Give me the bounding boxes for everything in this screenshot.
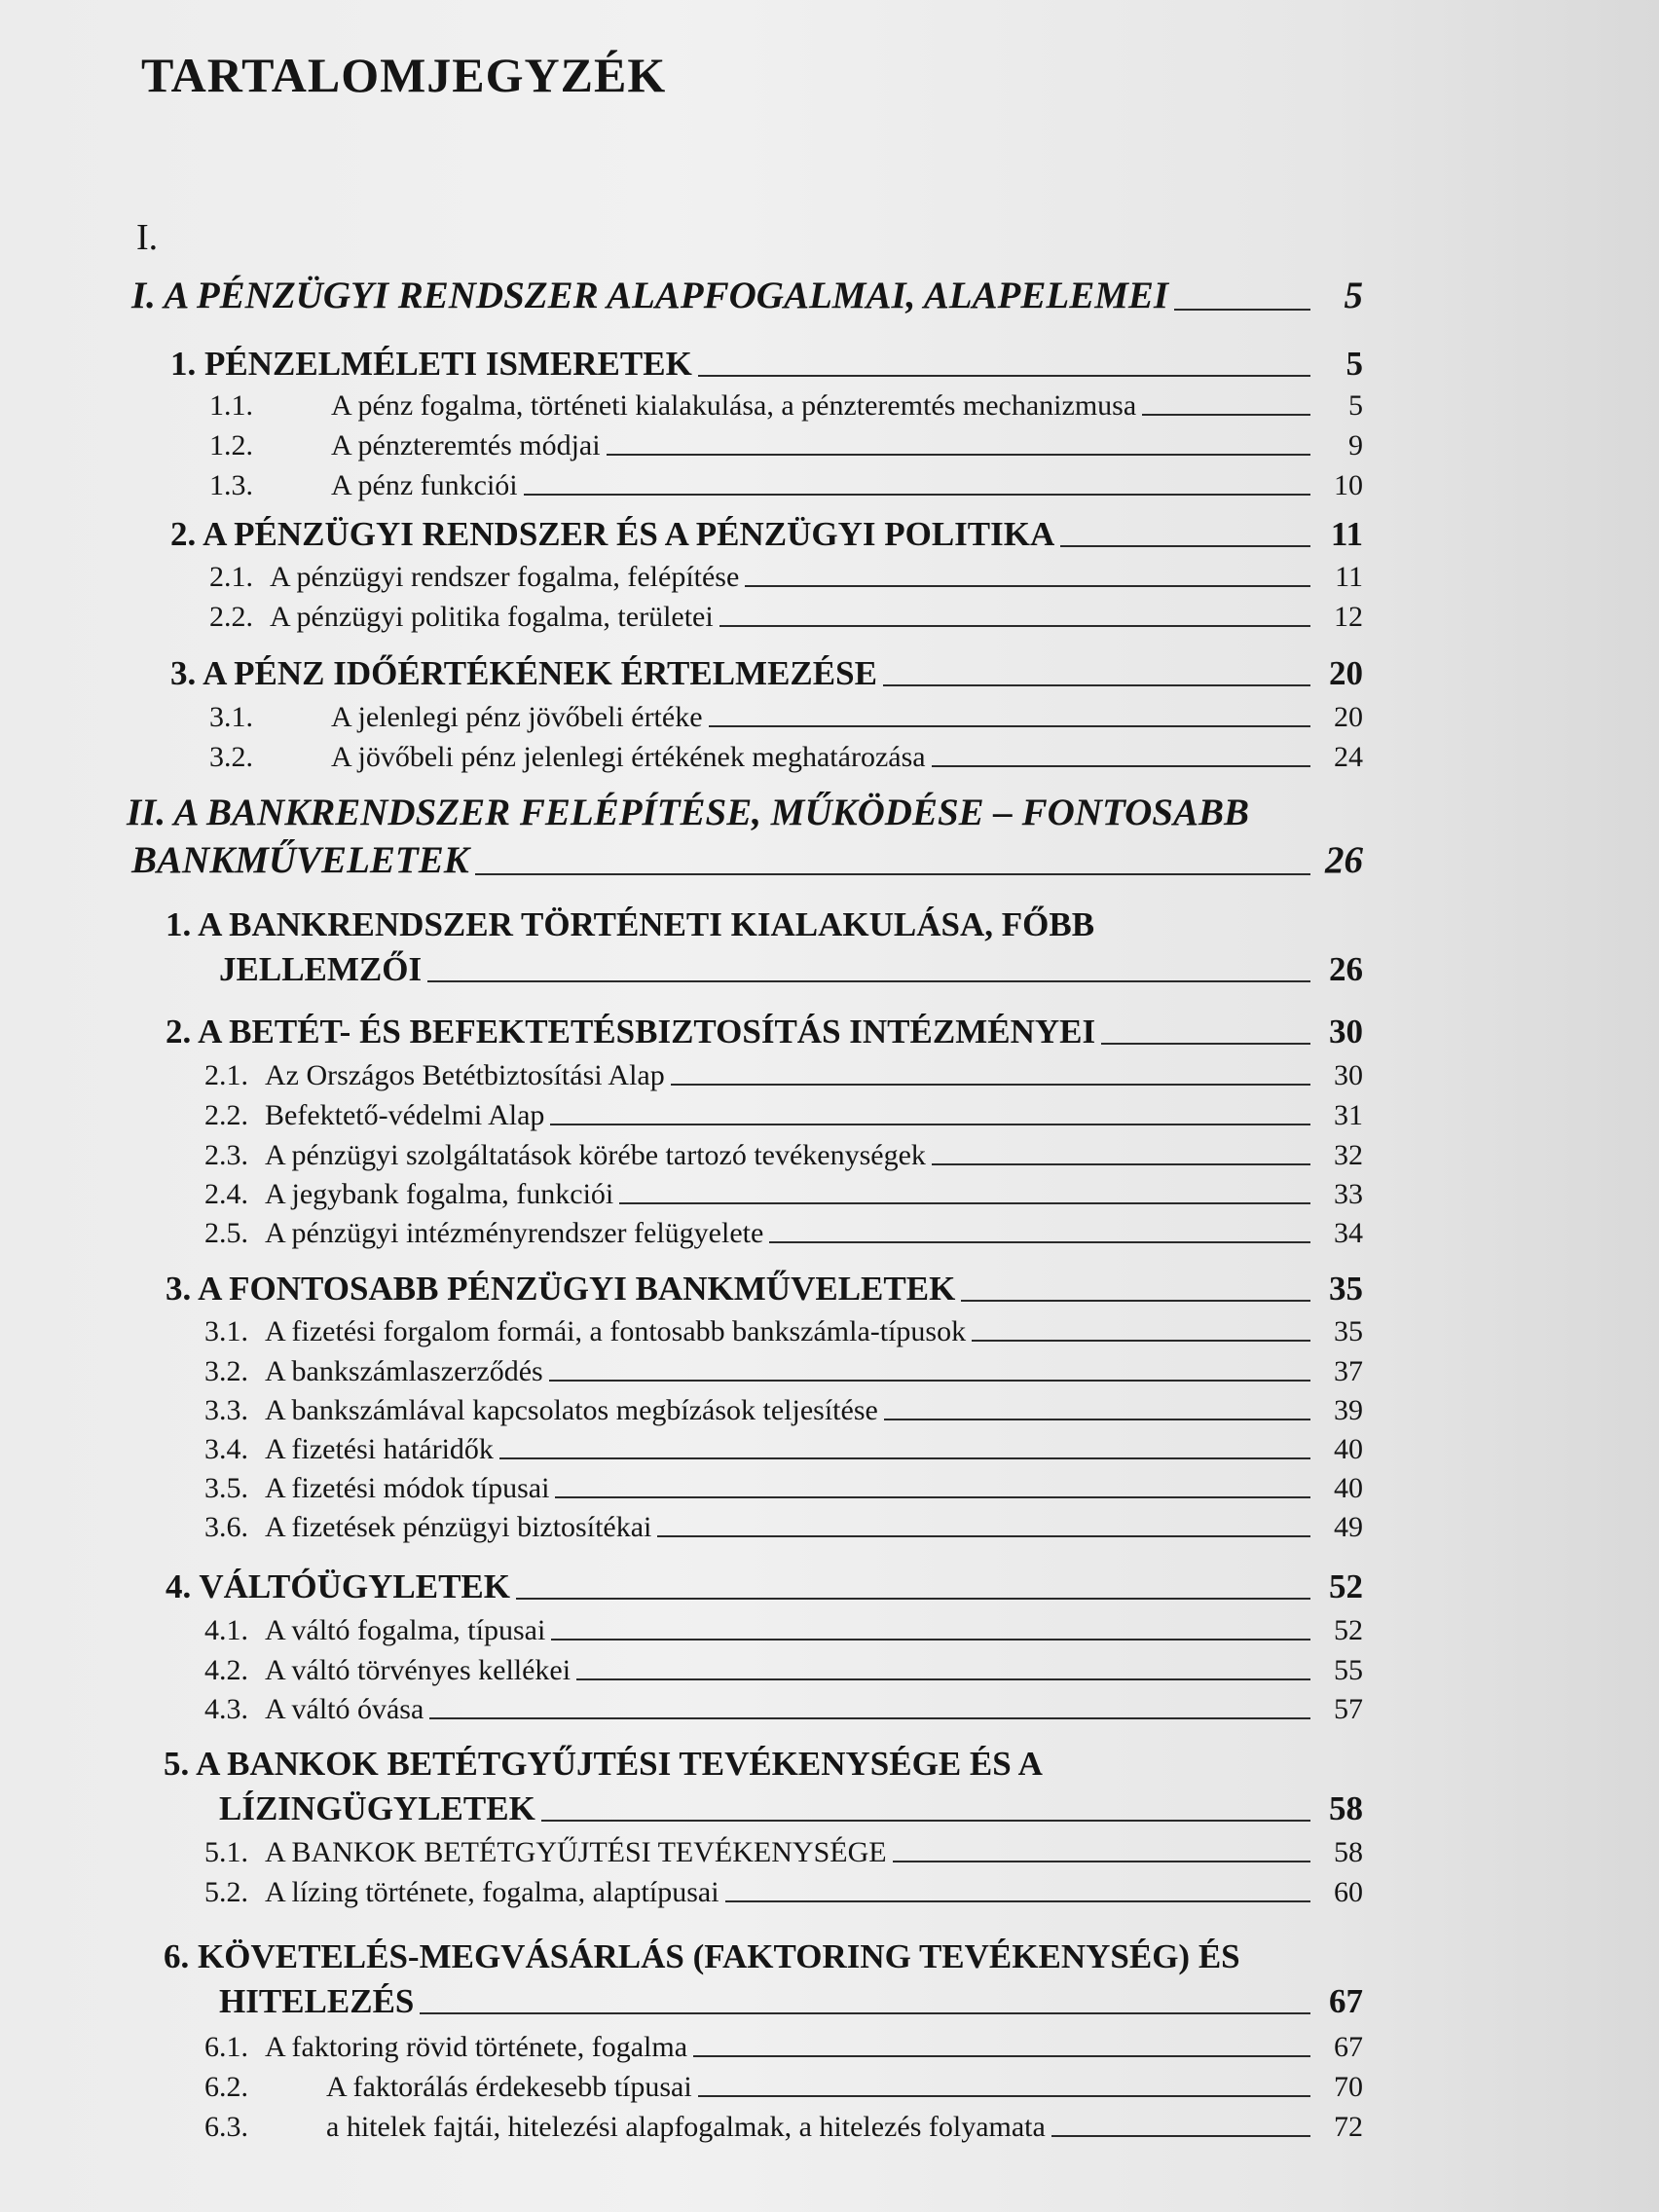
page-number: 40 [1334, 1433, 1363, 1465]
item-number: 1.3. [209, 469, 253, 501]
chapter-title-line1: 1. A BANKRENDSZER TÖRTÉNETI KIALAKULÁSA, FŐBB [166, 905, 1095, 943]
item-title: A bankszámlával kapcsolatos megbízások teljesítése [265, 1394, 878, 1426]
toc-item [204, 1423, 1363, 1466]
part-title-line1: II. A BANKRENDSZER FELÉPÍTÉSE, MŰKÖDÉSE – FONTOSABB [127, 792, 1250, 833]
dot-leader [619, 1202, 1310, 1204]
toc-item [204, 1644, 1363, 1687]
dot-leader [427, 980, 1310, 982]
page-title: TARTALOMJEGYZÉK [141, 48, 667, 102]
dot-leader [1174, 309, 1310, 311]
item-number: 3.3. [204, 1394, 248, 1426]
toc-item [204, 1604, 1363, 1647]
dot-leader [893, 1861, 1310, 1862]
page-number: 26 [1325, 839, 1363, 881]
item-title: A faktorálás érdekesebb típusai [326, 2071, 692, 2103]
item-number: 6.1. [204, 2031, 248, 2063]
dot-leader [524, 494, 1310, 496]
page-number: 20 [1334, 701, 1363, 733]
item-title: A lízing története, fogalma, alaptípusai [265, 1876, 719, 1908]
page-number: 31 [1334, 1099, 1363, 1131]
item-title: A fizetési határidők [265, 1433, 494, 1465]
item-number: 3.2. [204, 1355, 248, 1387]
dot-leader [550, 1124, 1310, 1125]
item-number: 5.1. [204, 1836, 248, 1868]
item-title: A bankszámlaszerződés [265, 1355, 543, 1387]
dot-leader [475, 873, 1310, 875]
page-number: 5 [1348, 389, 1363, 422]
page-number: 55 [1334, 1654, 1363, 1686]
toc-part-2 [131, 835, 1363, 882]
dot-leader [499, 1457, 1310, 1459]
page-number: 12 [1334, 601, 1363, 633]
item-number: 5.2. [204, 1876, 248, 1908]
item-number: 1.2. [209, 429, 253, 461]
page-number: 32 [1334, 1139, 1363, 1171]
dot-leader [1101, 1043, 1310, 1045]
item-number: 3.2. [209, 741, 253, 773]
chapter-title: 2. A PÉNZÜGYI RENDSZER ÉS A PÉNZÜGYI POLITIKA [170, 515, 1055, 553]
item-title: Befektető-védelmi Alap [265, 1099, 545, 1131]
item-title: A jegybank fogalma, funkciói [265, 1178, 614, 1210]
dot-leader [745, 585, 1310, 587]
dot-leader [1060, 545, 1310, 547]
toc-chapter [170, 650, 1363, 693]
toc-item [204, 1129, 1363, 1172]
dot-leader [961, 1300, 1310, 1302]
item-number: 3.4. [204, 1433, 248, 1465]
item-title: A pénzügyi politika fogalma, területei [270, 601, 714, 633]
item-number: 1.1. [209, 389, 253, 422]
item-title: A váltó óvása [265, 1693, 424, 1725]
page-number: 37 [1334, 1355, 1363, 1387]
item-title: A fizetési forgalom formái, a fontosabb bankszámla-típusok [265, 1315, 967, 1347]
page-number: 67 [1334, 2031, 1363, 2063]
item-number: 4.2. [204, 1654, 248, 1686]
toc-chapter [219, 1978, 1363, 2021]
item-title: A faktoring rövid története, fogalma [265, 2031, 688, 2063]
dot-leader [516, 1598, 1310, 1600]
page-number: 33 [1334, 1178, 1363, 1210]
toc-item [209, 551, 1363, 594]
toc-item [204, 1462, 1363, 1505]
dot-leader [972, 1340, 1310, 1342]
item-title: a hitelek fajtái, hitelezési alapfogalmak, a hitelezés folyamata [326, 2111, 1046, 2143]
item-number: 3.1. [209, 701, 253, 733]
page-number: 49 [1334, 1511, 1363, 1543]
item-title: A pénzteremtés módjai [331, 429, 601, 461]
dot-leader [725, 1900, 1310, 1902]
toc-item [204, 1207, 1363, 1250]
toc-item [204, 2101, 1363, 2144]
toc-item [204, 2021, 1363, 2064]
chapter-title: 2. A BETÉT- ÉS BEFEKTETÉSBIZTOSÍTÁS INTÉZMÉNYEI [166, 1013, 1096, 1051]
page-number: 72 [1334, 2111, 1363, 2143]
toc-item [204, 1826, 1363, 1869]
page-number: 26 [1329, 950, 1363, 988]
item-number: 2.1. [209, 561, 253, 593]
item-title: Az Országos Betétbiztosítási Alap [265, 1059, 665, 1091]
item-number: 6.3. [204, 2111, 248, 2143]
toc-item [204, 1683, 1363, 1726]
dot-leader [719, 625, 1310, 627]
item-number: 2.5. [204, 1217, 248, 1249]
dot-leader [709, 725, 1310, 727]
item-title: A pénz fogalma, történeti kialakulása, a pénzteremtés mechanizmusa [331, 389, 1137, 422]
item-number: 4.1. [204, 1614, 248, 1646]
part-title-line2: BANKMŰVELETEK [131, 839, 469, 881]
chapter-title-line2: JELLEMZŐI [219, 950, 423, 988]
chapter-title-line2: LÍZINGÜGYLETEK [219, 1789, 535, 1827]
page-number: 67 [1329, 1982, 1363, 2020]
page-number: 35 [1334, 1315, 1363, 1347]
toc-item [209, 380, 1363, 423]
item-title: A fizetési módok típusai [265, 1472, 550, 1504]
toc-chapter [166, 1266, 1363, 1309]
page-number: 35 [1329, 1270, 1363, 1308]
dot-leader [884, 1419, 1310, 1420]
page-number: 52 [1334, 1614, 1363, 1646]
toc-item [204, 1089, 1363, 1132]
item-number: 3.5. [204, 1472, 248, 1504]
toc-chapter [170, 511, 1363, 554]
item-title: A jövőbeli pénz jelenlegi értékének meghatározása [331, 741, 926, 773]
item-number: 2.2. [204, 1099, 248, 1131]
item-title: A BANKOK BETÉTGYŰJTÉSI TEVÉKENYSÉGE [265, 1836, 887, 1868]
toc-item [204, 1050, 1363, 1092]
dot-leader [657, 1535, 1310, 1537]
dot-leader [607, 454, 1310, 456]
dot-leader [1142, 414, 1310, 416]
toc-item [204, 1384, 1363, 1427]
page-number: 39 [1334, 1394, 1363, 1426]
toc-part-1 [131, 271, 1363, 317]
dot-leader [769, 1241, 1310, 1243]
toc-item [209, 731, 1363, 774]
item-title: A váltó fogalma, típusai [265, 1614, 546, 1646]
page-number: 30 [1329, 1013, 1363, 1051]
item-number: 2.3. [204, 1139, 248, 1171]
chapter-title-line1: 5. A BANKOK BETÉTGYŰJTÉSI TEVÉKENYSÉGE ÉS A [164, 1745, 1043, 1783]
page-number: 60 [1334, 1876, 1363, 1908]
chapter-title: 1. PÉNZELMÉLETI ISMERETEK [170, 345, 692, 383]
page-number: 70 [1334, 2071, 1363, 2103]
page-number: 52 [1329, 1567, 1363, 1605]
item-number: 2.4. [204, 1178, 248, 1210]
item-title: A pénzügyi intézményrendszer felügyelete [265, 1217, 764, 1249]
item-title: A fizetések pénzügyi biztosítékai [265, 1511, 652, 1543]
page-number: 10 [1334, 469, 1363, 501]
page-number: 9 [1348, 429, 1363, 461]
chapter-title-line2: HITELEZÉS [219, 1982, 415, 2020]
dot-leader [671, 1084, 1310, 1086]
chapter-title-line1: 6. KÖVETELÉS-MEGVÁSÁRLÁS (FAKTORING TEVÉKENYSÉG) ÉS [164, 1937, 1240, 1975]
toc-item [204, 1346, 1363, 1388]
page-number: 57 [1334, 1693, 1363, 1725]
toc-item [204, 1866, 1363, 1909]
toc-chapter [166, 1009, 1363, 1051]
page-number: 5 [1346, 345, 1363, 383]
dot-leader [932, 765, 1310, 767]
item-number: 3.6. [204, 1511, 248, 1543]
page-number: 58 [1329, 1789, 1363, 1827]
toc-item [204, 1501, 1363, 1544]
dot-leader [698, 375, 1310, 377]
dot-leader [549, 1380, 1310, 1382]
page-number: 40 [1334, 1472, 1363, 1504]
toc-item [204, 1168, 1363, 1211]
page-number: 24 [1334, 741, 1363, 773]
toc-chapter [219, 1786, 1363, 1828]
dot-leader [698, 2095, 1310, 2097]
item-number: 2.1. [204, 1059, 248, 1091]
dot-leader [420, 2012, 1310, 2014]
item-number: 6.2. [204, 2071, 248, 2103]
roman-marker: I. [136, 217, 159, 258]
chapter-title: 3. A FONTOSABB PÉNZÜGYI BANKMŰVELETEK [166, 1270, 956, 1308]
item-title: A váltó törvényes kellékei [265, 1654, 571, 1686]
item-number: 2.2. [209, 601, 253, 633]
dot-leader [693, 2055, 1310, 2057]
toc-item [204, 1306, 1363, 1348]
page-number: 11 [1335, 561, 1363, 593]
dot-leader [551, 1639, 1310, 1641]
page-number: 34 [1334, 1217, 1363, 1249]
toc-chapter [170, 341, 1363, 384]
item-number: 3.1. [204, 1315, 248, 1347]
page-number: 11 [1330, 515, 1363, 553]
chapter-title: 3. A PÉNZ IDŐÉRTÉKÉNEK ÉRTELMEZÉSE [170, 654, 877, 692]
item-title: A pénzügyi szolgáltatások körébe tartozó tevékenységek [265, 1139, 926, 1171]
item-title: A pénzügyi rendszer fogalma, felépítése [270, 561, 740, 593]
dot-leader [932, 1163, 1310, 1165]
page-number: 5 [1344, 275, 1363, 316]
dot-leader [576, 1678, 1310, 1680]
toc-item [204, 2061, 1363, 2104]
toc-item [209, 691, 1363, 734]
item-title: A pénz funkciói [331, 469, 518, 501]
part-title: I. A PÉNZÜGYI RENDSZER ALAPFOGALMAI, ALAPELEMEI [131, 275, 1169, 316]
toc-item [209, 591, 1363, 634]
dot-leader [555, 1496, 1310, 1498]
toc-item [209, 420, 1363, 462]
toc-chapter [166, 1564, 1363, 1606]
dot-leader [1051, 2135, 1310, 2137]
page-number: 30 [1334, 1059, 1363, 1091]
dot-leader [429, 1717, 1310, 1719]
toc-item [209, 460, 1363, 502]
page-number: 20 [1329, 654, 1363, 692]
dot-leader [541, 1820, 1310, 1822]
item-title: A jelenlegi pénz jövőbeli értéke [331, 701, 703, 733]
chapter-title: 4. VÁLTÓÜGYLETEK [166, 1567, 510, 1605]
item-number: 4.3. [204, 1693, 248, 1725]
dot-leader [883, 684, 1310, 686]
toc-chapter [219, 946, 1363, 989]
page-number: 58 [1334, 1836, 1363, 1868]
